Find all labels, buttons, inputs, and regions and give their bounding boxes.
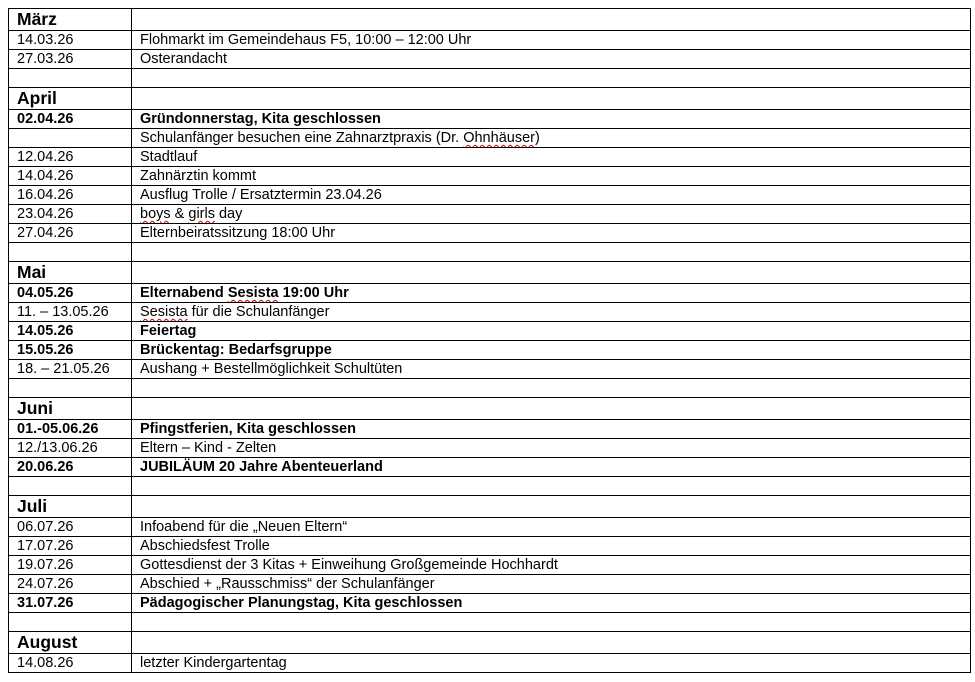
spacer-cell bbox=[132, 243, 971, 262]
spacer-cell bbox=[132, 379, 971, 398]
event-date: 31.07.26 bbox=[9, 594, 132, 613]
event-row bbox=[9, 575, 971, 594]
event-row bbox=[9, 167, 971, 186]
month-header-row bbox=[9, 632, 971, 654]
event-text: 19:00 Uhr bbox=[278, 285, 349, 301]
spacer-cell bbox=[132, 613, 971, 632]
event-description: Ausflug Trolle / Ersatztermin 23.04.26 bbox=[132, 186, 971, 205]
spacer-cell bbox=[9, 477, 132, 496]
spacer-cell bbox=[9, 243, 132, 262]
event-date: 14.03.26 bbox=[9, 31, 132, 50]
event-date: 24.07.26 bbox=[9, 575, 132, 594]
event-row bbox=[9, 110, 971, 129]
month-header-row bbox=[9, 9, 971, 31]
month-header-row bbox=[9, 398, 971, 420]
event-date: 12.04.26 bbox=[9, 148, 132, 167]
event-description: Infoabend für die „Neuen Eltern“ bbox=[132, 518, 971, 537]
event-row bbox=[9, 224, 971, 243]
event-description: Abschiedsfest Trolle bbox=[132, 537, 971, 556]
event-row bbox=[9, 148, 971, 167]
event-date: 27.03.26 bbox=[9, 50, 132, 69]
event-text: ) bbox=[534, 130, 540, 146]
event-row bbox=[9, 556, 971, 575]
event-date bbox=[9, 129, 132, 148]
event-description bbox=[132, 303, 971, 322]
spacer-cell bbox=[132, 477, 971, 496]
month-heading: Juni bbox=[9, 398, 132, 420]
event-date: 15.05.26 bbox=[9, 341, 132, 360]
event-date: 14.04.26 bbox=[9, 167, 132, 186]
spacer-row bbox=[9, 477, 971, 496]
event-date: 19.07.26 bbox=[9, 556, 132, 575]
event-description: letzter Kindergartentag bbox=[132, 654, 971, 673]
event-description: Zahnärztin kommt bbox=[132, 167, 971, 186]
event-description: Abschied + „Rausschmiss“ der Schulanfänger bbox=[132, 575, 971, 594]
event-date: 23.04.26 bbox=[9, 205, 132, 224]
event-date: 18. – 21.05.26 bbox=[9, 360, 132, 379]
event-text: für die Schulanfänger bbox=[187, 304, 330, 320]
event-date: 14.08.26 bbox=[9, 654, 132, 673]
month-header-row bbox=[9, 262, 971, 284]
month-heading: Juli bbox=[9, 496, 132, 518]
event-row bbox=[9, 594, 971, 613]
event-date: 11. – 13.05.26 bbox=[9, 303, 132, 322]
event-date: 27.04.26 bbox=[9, 224, 132, 243]
event-description: Eltern – Kind - Zelten bbox=[132, 439, 971, 458]
event-text-marked: Ohnhäuser bbox=[463, 130, 535, 146]
event-row bbox=[9, 322, 971, 341]
event-text-marked: Sesista bbox=[227, 285, 279, 301]
spacer-cell bbox=[9, 613, 132, 632]
event-date: 12./13.06.26 bbox=[9, 439, 132, 458]
month-heading: Mai bbox=[9, 262, 132, 284]
event-row bbox=[9, 537, 971, 556]
event-text-marked: boys bbox=[140, 206, 171, 222]
event-description bbox=[132, 129, 971, 148]
event-row bbox=[9, 458, 971, 477]
event-row bbox=[9, 518, 971, 537]
event-text: Elternabend bbox=[140, 285, 228, 301]
event-row bbox=[9, 284, 971, 303]
event-text-marked: Sesista bbox=[140, 304, 188, 320]
event-text: day bbox=[214, 206, 243, 222]
event-row bbox=[9, 420, 971, 439]
event-description: Aushang + Bestellmöglichkeit Schultüten bbox=[132, 360, 971, 379]
month-heading-empty bbox=[132, 9, 971, 31]
event-row bbox=[9, 303, 971, 322]
event-description: Gottesdienst der 3 Kitas + Einweihung Großgemeinde Hochhardt bbox=[132, 556, 971, 575]
event-row bbox=[9, 439, 971, 458]
event-date: 04.05.26 bbox=[9, 284, 132, 303]
event-description: Stadtlauf bbox=[132, 148, 971, 167]
month-heading: März bbox=[9, 9, 132, 31]
event-description: Gründonnerstag, Kita geschlossen bbox=[132, 110, 971, 129]
event-text-marked: girls bbox=[188, 206, 215, 222]
event-row bbox=[9, 205, 971, 224]
month-heading: April bbox=[9, 88, 132, 110]
spacer-cell bbox=[9, 379, 132, 398]
month-header-row bbox=[9, 496, 971, 518]
event-date: 02.04.26 bbox=[9, 110, 132, 129]
month-heading-empty bbox=[132, 632, 971, 654]
spacer-row bbox=[9, 243, 971, 262]
spacer-row bbox=[9, 69, 971, 88]
event-row bbox=[9, 50, 971, 69]
event-row bbox=[9, 31, 971, 50]
event-date: 14.05.26 bbox=[9, 322, 132, 341]
event-description: Brückentag: Bedarfsgruppe bbox=[132, 341, 971, 360]
event-description: Elternbeiratssitzung 18:00 Uhr bbox=[132, 224, 971, 243]
month-heading-empty bbox=[132, 88, 971, 110]
month-heading-empty bbox=[132, 398, 971, 420]
month-heading-empty bbox=[132, 496, 971, 518]
event-description bbox=[132, 284, 971, 303]
event-description: Pädagogischer Planungstag, Kita geschlossen bbox=[132, 594, 971, 613]
event-date: 01.-05.06.26 bbox=[9, 420, 132, 439]
event-date: 06.07.26 bbox=[9, 518, 132, 537]
month-heading-empty bbox=[132, 262, 971, 284]
event-text: Schulanfänger besuchen eine Zahnarztpraxis (Dr. bbox=[140, 130, 464, 146]
event-description: Osterandacht bbox=[132, 50, 971, 69]
event-description: Pfingstferien, Kita geschlossen bbox=[132, 420, 971, 439]
event-row bbox=[9, 360, 971, 379]
event-description: JUBILÄUM 20 Jahre Abenteuerland bbox=[132, 458, 971, 477]
event-row bbox=[9, 186, 971, 205]
calendar-body bbox=[9, 9, 971, 673]
month-heading: August bbox=[9, 632, 132, 654]
spacer-row bbox=[9, 613, 971, 632]
event-date: 20.06.26 bbox=[9, 458, 132, 477]
spacer-row bbox=[9, 379, 971, 398]
event-description bbox=[132, 205, 971, 224]
event-row bbox=[9, 654, 971, 673]
event-date: 17.07.26 bbox=[9, 537, 132, 556]
spacer-cell bbox=[132, 69, 971, 88]
event-date: 16.04.26 bbox=[9, 186, 132, 205]
event-row bbox=[9, 129, 971, 148]
event-calendar-table bbox=[8, 8, 971, 673]
event-description: Flohmarkt im Gemeindehaus F5, 10:00 – 12:00 Uhr bbox=[132, 31, 971, 50]
event-text: & bbox=[170, 206, 189, 222]
event-description: Feiertag bbox=[132, 322, 971, 341]
month-header-row bbox=[9, 88, 971, 110]
spacer-cell bbox=[9, 69, 132, 88]
event-row bbox=[9, 341, 971, 360]
